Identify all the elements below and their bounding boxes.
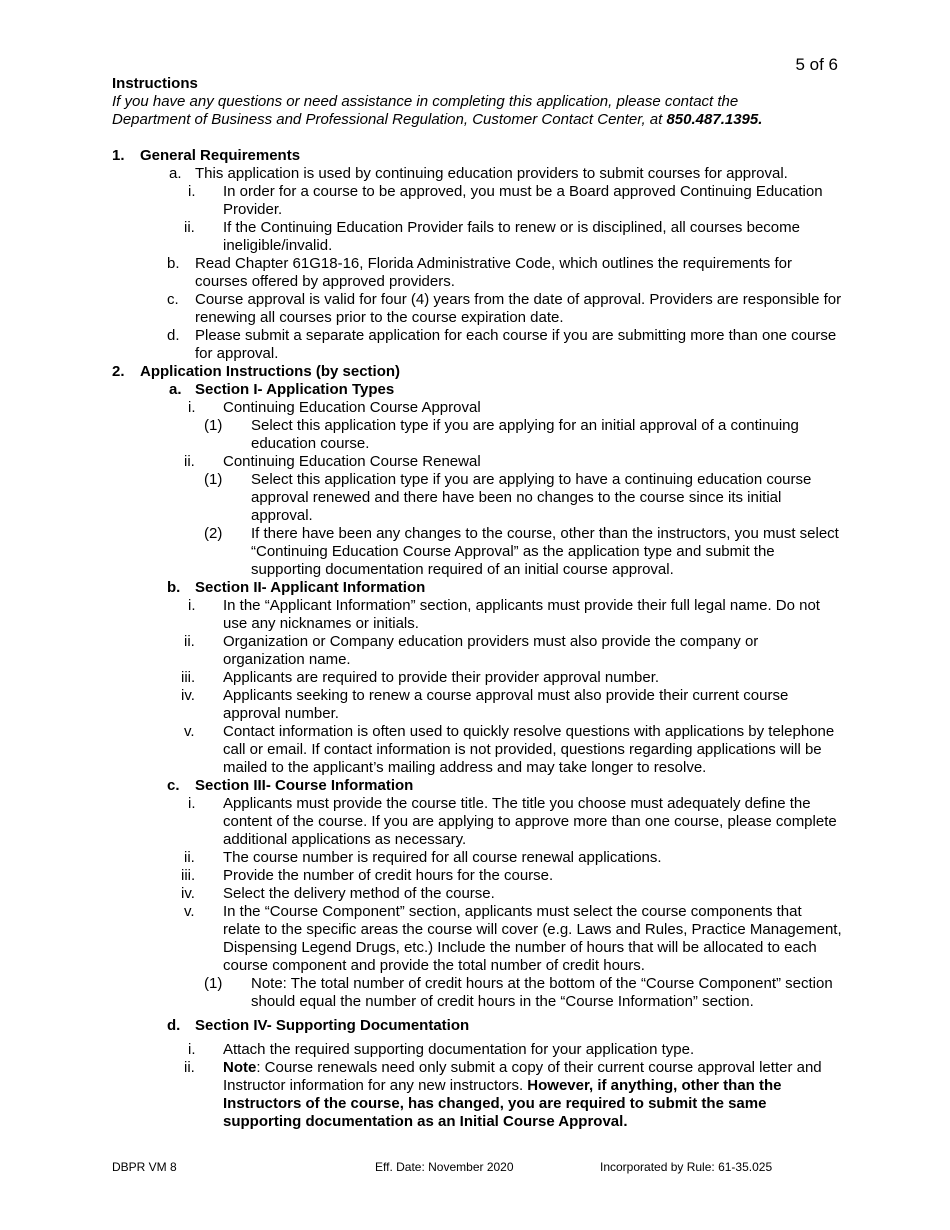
item-text: If the Continuing Education Provider fails to renew or is disciplined, all courses become ineligible/invalid. [223, 219, 800, 254]
list-item [112, 165, 842, 183]
item-text: Continuing Education Course Approval [223, 399, 481, 416]
list-item [112, 1041, 842, 1059]
item-label: d. [167, 327, 180, 344]
section-1-title: General Requirements [140, 147, 301, 164]
page-title: Instructions [112, 75, 198, 92]
item-label: (1) [204, 417, 223, 434]
section-2-title: Application Instructions (by section) [140, 363, 401, 380]
section-1-heading [112, 147, 842, 165]
list-item [112, 399, 842, 417]
item-label: ii. [184, 453, 195, 470]
footer-form-id: DBPR VM 8 [112, 1160, 177, 1174]
list-item [112, 633, 842, 669]
item-label: iii. [181, 867, 196, 884]
item-label: i. [188, 183, 196, 200]
list-item [112, 867, 842, 885]
item-label: (1) [204, 975, 223, 992]
intro-text: If you have any questions or need assistance in completing this application, please contact the Department of Business and Professional Regulation, Customer Contact Center, at [112, 93, 739, 128]
item-text: : Course renewals need only submit a copy of their current course approval letter and Instructor information for any new instructors. [223, 1059, 822, 1094]
item-text: Select this application type if you are applying to have a continuing education course approval renewed and there have been no changes to the course since its initial approval. [251, 471, 812, 524]
section-1-number: 1. [112, 147, 125, 164]
list-item [112, 219, 842, 255]
item-text: Contact information is often used to quickly resolve questions with applications by telephone call or email. If contact information is not provided, questions regarding applications will be mailed to the applicant’s mailing address and may take longer to resolve. [223, 723, 835, 776]
item-body [223, 1059, 822, 1130]
item-label: ii. [184, 219, 195, 236]
item-text: Applicants seeking to renew a course approval must also provide their current course approval number. [223, 687, 789, 722]
section-2-heading [112, 363, 842, 381]
item-label: i. [188, 795, 196, 812]
note-label: Note [223, 1059, 257, 1076]
item-label: v. [184, 723, 195, 740]
item-label: (2) [204, 525, 223, 542]
item-text: The course number is required for all course renewal applications. [223, 849, 662, 866]
item-text: Organization or Company education providers must also provide the company or organization name. [223, 633, 759, 668]
item-label: (1) [204, 471, 223, 488]
list-item [112, 471, 842, 525]
item-label: d. [167, 1017, 181, 1034]
list-item [112, 327, 842, 363]
item-text: Continuing Education Course Renewal [223, 453, 481, 470]
item-label: ii. [184, 1059, 195, 1076]
item-text: Provide the number of credit hours for the course. [223, 867, 554, 884]
item-label: iv. [181, 687, 195, 704]
item-text: In the “Course Component” section, applicants must select the course components that relate to the specific areas the course will cover (e.g. Laws and Rules, Practice Management, Dispensing Legend Drugs, etc.) Include the number of hours that will be allocated to each course component and provide the total number of credit hours. [223, 903, 842, 974]
item-text: This application is used by continuing education providers to submit courses for approval. [195, 165, 788, 182]
item-text: In the “Applicant Information” section, applicants must provide their full legal name. Do not use any nicknames or initials. [223, 597, 820, 632]
subsection-heading [112, 1017, 842, 1035]
item-text: In order for a course to be approved, you must be a Board approved Continuing Education Provider. [223, 183, 823, 218]
list-item [112, 903, 842, 975]
subsection-heading [112, 579, 842, 597]
item-label: v. [184, 903, 195, 920]
item-text: Read Chapter 61G18-16, Florida Administrative Code, which outlines the requirements for courses offered by approved providers. [195, 255, 792, 290]
list-item [112, 687, 842, 723]
item-label: a. [169, 381, 182, 398]
item-label: b. [167, 579, 181, 596]
list-item [112, 597, 842, 633]
item-label: iv. [181, 885, 195, 902]
page-number: 5 of 6 [795, 55, 838, 74]
item-text: Applicants must provide the course title. The title you choose must adequately define the content of the course. If you are applying to approve more than one course, please complete additional applications as necessary. [223, 795, 837, 848]
item-text: Applicants are required to provide their provider approval number. [223, 669, 660, 686]
item-text: Attach the required supporting documentation for your application type. [223, 1041, 695, 1058]
intro-phone: 850.487.1395. [666, 111, 763, 128]
item-label: c. [167, 291, 179, 308]
item-text: Select this application type if you are applying for an initial approval of a continuing education course. [251, 417, 799, 452]
footer-rule: Incorporated by Rule: 61-35.025 [600, 1160, 773, 1174]
list-item [112, 453, 842, 471]
list-item [112, 975, 842, 1011]
item-label: b. [167, 255, 180, 272]
item-label: i. [188, 597, 196, 614]
item-label: i. [188, 399, 196, 416]
item-label: ii. [184, 849, 195, 866]
list-item [112, 417, 842, 453]
item-bold-text: However, if anything, other than the Instructors of the course, has changed, you are required to submit the same supporting documentation as an Initial Course Approval. [223, 1077, 782, 1130]
item-text: Course approval is valid for four (4) years from the date of approval. Providers are responsible for renewing all courses prior to the course expiration date. [195, 291, 842, 326]
list-item [112, 795, 842, 849]
subsection-title: Section I- Application Types [195, 381, 395, 398]
list-item [112, 291, 842, 327]
item-text: Note: The total number of credit hours at the bottom of the “Course Component” section should equal the number of credit hours in the “Course Information” section. [251, 975, 833, 1010]
item-text: Please submit a separate application for each course if you are submitting more than one course for approval. [195, 327, 837, 362]
list-item [112, 669, 842, 687]
list-item [112, 255, 842, 291]
footer-eff-date: Eff. Date: November 2020 [375, 1160, 514, 1174]
instructions-content [112, 75, 842, 1131]
list-item [112, 183, 842, 219]
item-text: If there have been any changes to the course, other than the instructors, you must select “Continuing Education Course Approval” as the application type and submit the supporting documentation required of an initial course approval. [251, 525, 839, 578]
item-label: iii. [181, 669, 196, 686]
section-2-number: 2. [112, 363, 125, 380]
intro-paragraph [112, 93, 802, 129]
subsection-heading [112, 381, 842, 399]
item-text: Select the delivery method of the course. [223, 885, 495, 902]
list-item [112, 1059, 842, 1131]
item-label: a. [169, 165, 182, 182]
list-item [112, 723, 842, 777]
subsection-title: Section II- Applicant Information [195, 579, 426, 596]
subsection-heading [112, 777, 842, 795]
item-label: ii. [184, 633, 195, 650]
subsection-title: Section IV- Supporting Documentation [195, 1017, 470, 1034]
item-label: i. [188, 1041, 196, 1058]
subsection-title: Section III- Course Information [195, 777, 414, 794]
list-item [112, 525, 842, 579]
list-item [112, 885, 842, 903]
list-item [112, 849, 842, 867]
item-label: c. [167, 777, 180, 794]
